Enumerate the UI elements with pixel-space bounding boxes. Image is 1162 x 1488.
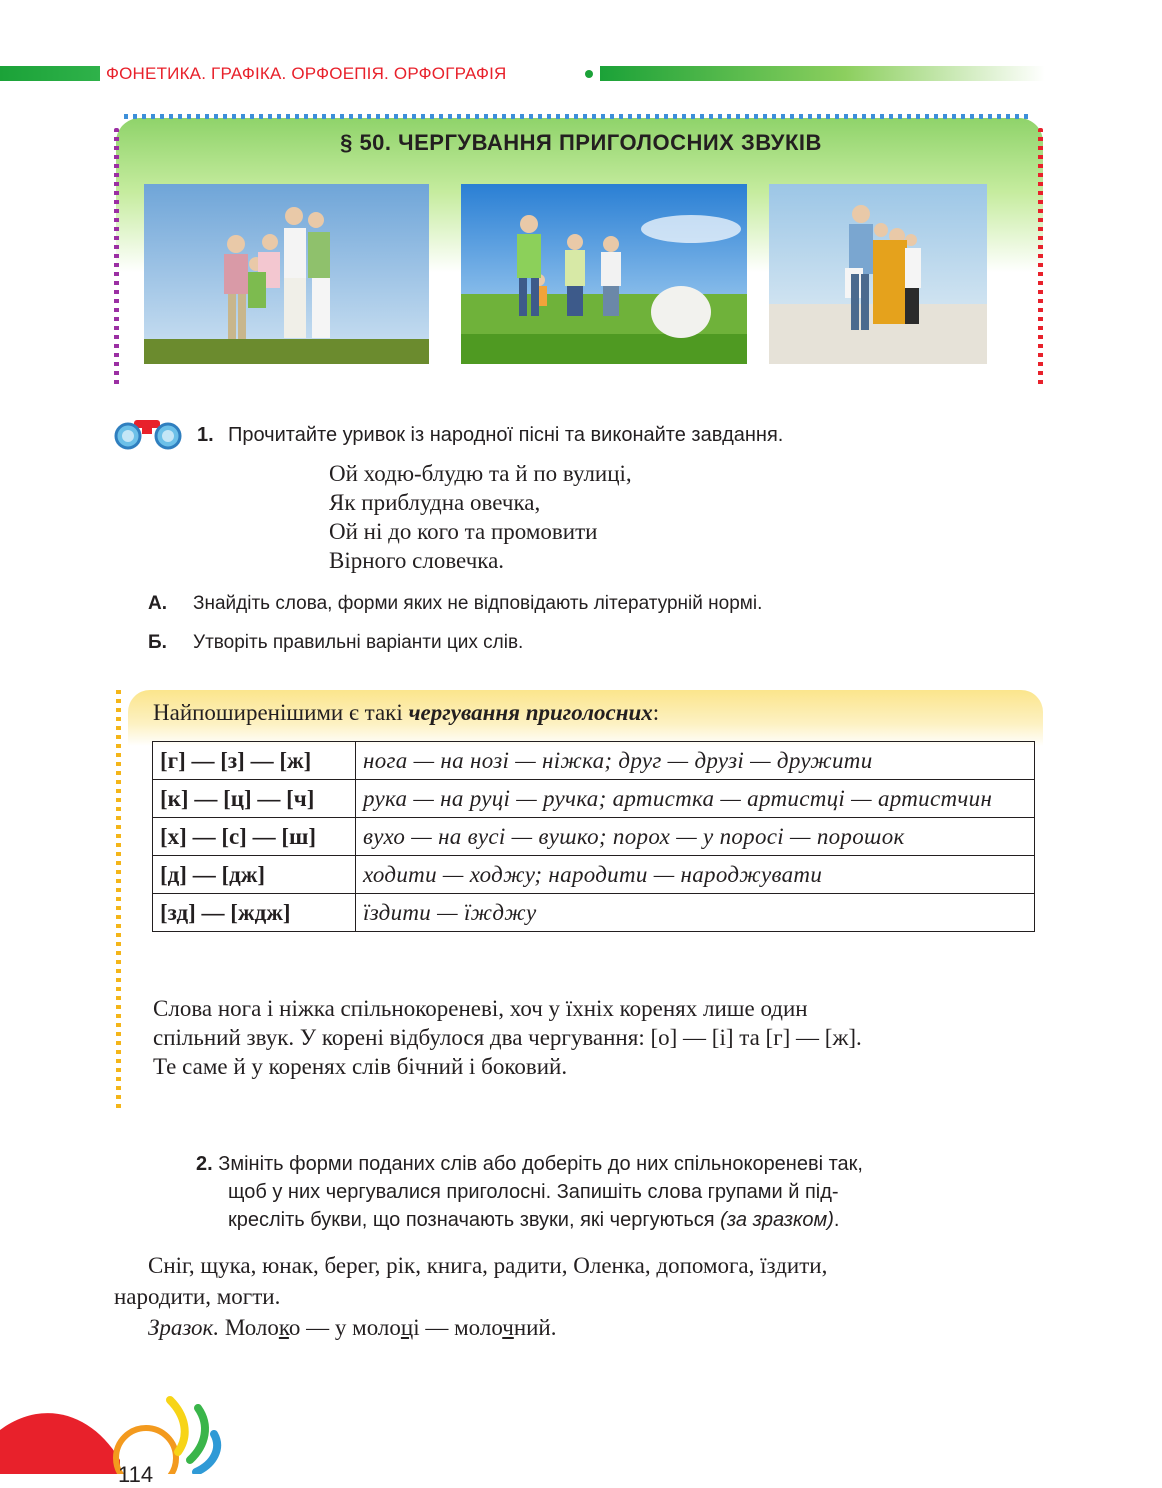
word-list-line: народити, могти. bbox=[114, 1284, 281, 1309]
task-a-letter: А. bbox=[148, 593, 167, 614]
family-photo-1 bbox=[144, 184, 429, 364]
sounds-cell: [зд] — [ждж] bbox=[153, 894, 356, 932]
task-b-letter: Б. bbox=[148, 632, 167, 653]
table-row bbox=[153, 894, 1035, 932]
examples-cell: рука — на руці — ручка; артистка — артистці — артистчин bbox=[356, 780, 1035, 818]
header-dot bbox=[585, 70, 593, 78]
poem-line: Ой ні до кого та промовити bbox=[329, 519, 598, 544]
running-title: ФОНЕТИКА. ГРАФІКА. ОРФОЕПІЯ. ОРФОГРАФІЯ bbox=[106, 64, 507, 83]
rule-heading-text: Найпоширенішими є такі bbox=[153, 700, 409, 725]
examples-cell: їздити — їжджу bbox=[356, 894, 1035, 932]
sample-underlined-letter: ц bbox=[400, 1315, 414, 1340]
binoculars-icon bbox=[112, 414, 188, 455]
section-title: § 50. ЧЕРГУВАННЯ ПРИГОЛОСНИХ ЗВУКІВ bbox=[340, 130, 822, 155]
examples-cell: вухо — на вусі — вушко; порох — у поросі — порошок bbox=[356, 818, 1035, 856]
word-list-line: Сніг, щука, юнак, берег, рік, книга, радити, Оленка, допомога, їздити, bbox=[148, 1253, 828, 1278]
folk-song-excerpt bbox=[329, 459, 632, 575]
sample-label: Зразок. bbox=[148, 1315, 220, 1340]
rule-heading-colon: : bbox=[652, 700, 660, 725]
examples-cell: нога — на нозі — ніжка; друг — друзі — дружити bbox=[356, 742, 1035, 780]
rule-heading bbox=[153, 700, 659, 726]
exercise-1-instruction: Прочитайте уривок із народної пісні та виконайте завдання. bbox=[228, 424, 784, 446]
examples-cell: ходити — ходжу; народити — народжувати bbox=[356, 856, 1035, 894]
page-number: 114 bbox=[118, 1462, 154, 1487]
panel-dotted-border-right bbox=[1038, 128, 1043, 386]
table-row bbox=[153, 780, 1035, 818]
header-bar-right bbox=[600, 66, 1045, 81]
header-bar-left bbox=[0, 66, 100, 81]
exercise-2-hint: (за зразком) bbox=[720, 1209, 834, 1231]
rule-note-line: Слова нога і ніжка спільнокореневі, хоч у їхніх коренях лише один bbox=[153, 996, 808, 1021]
exercise-2-end: . bbox=[833, 1209, 840, 1231]
task-b-text: Утворіть правильні варіанти цих слів. bbox=[193, 632, 524, 653]
table-row bbox=[153, 742, 1035, 780]
sounds-cell: [х] — [с] — [ш] bbox=[153, 818, 356, 856]
sample-underlined-letter: к bbox=[278, 1315, 289, 1340]
rule-heading-emphasis: чергування приголосних bbox=[408, 700, 653, 725]
word-list bbox=[114, 1250, 1044, 1312]
sample-part: о — у моло bbox=[288, 1315, 401, 1340]
sample-underlined-letter: ч bbox=[502, 1315, 514, 1340]
exercise-2 bbox=[196, 1150, 863, 1234]
sample-part: ний. bbox=[513, 1315, 557, 1340]
rule-dotted-border bbox=[116, 690, 121, 1110]
exercise-1-number: 1. bbox=[197, 424, 214, 446]
sample-part: і — моло bbox=[413, 1315, 503, 1340]
exercise-2-line: кресліть букви, що позначають звуки, які чергуються bbox=[228, 1209, 715, 1231]
rule-note bbox=[153, 994, 1035, 1081]
table-row bbox=[153, 856, 1035, 894]
table-row bbox=[153, 818, 1035, 856]
panel-dotted-border-left bbox=[114, 128, 119, 386]
sounds-cell: [г] — [з] — [ж] bbox=[153, 742, 356, 780]
consonant-alternation-table bbox=[152, 741, 1035, 932]
poem-line: Ой ходю-блудю та й по вулиці, bbox=[329, 461, 632, 486]
sample-answer bbox=[148, 1315, 557, 1341]
exercise-2-line: Змініть форми поданих слів або доберіть до них спільнокореневі так, bbox=[218, 1153, 863, 1175]
family-photo-3 bbox=[769, 184, 987, 364]
panel-dotted-border-top bbox=[124, 114, 1029, 119]
sounds-cell: [к] — [ц] — [ч] bbox=[153, 780, 356, 818]
task-a-text: Знайдіть слова, форми яких не відповідають літературній нормі. bbox=[193, 593, 763, 614]
sample-part: Моло bbox=[224, 1315, 279, 1340]
poem-line: Вірного словечка. bbox=[329, 548, 505, 573]
family-photo-2 bbox=[461, 184, 747, 364]
page-corner-decoration bbox=[0, 1390, 230, 1479]
sounds-cell: [д] — [дж] bbox=[153, 856, 356, 894]
rule-note-line: спільний звук. У корені відбулося два чергування: [о] — [і] та [г] — [ж]. bbox=[153, 1025, 862, 1050]
poem-line: Як приблудна овечка, bbox=[329, 490, 541, 515]
rule-note-line: Те саме й у коренях слів бічний і боковий. bbox=[153, 1054, 568, 1079]
exercise-2-number: 2. bbox=[196, 1153, 213, 1175]
exercise-2-line: щоб у них чергувалися приголосні. Запишіть слова групами й під- bbox=[228, 1181, 839, 1203]
